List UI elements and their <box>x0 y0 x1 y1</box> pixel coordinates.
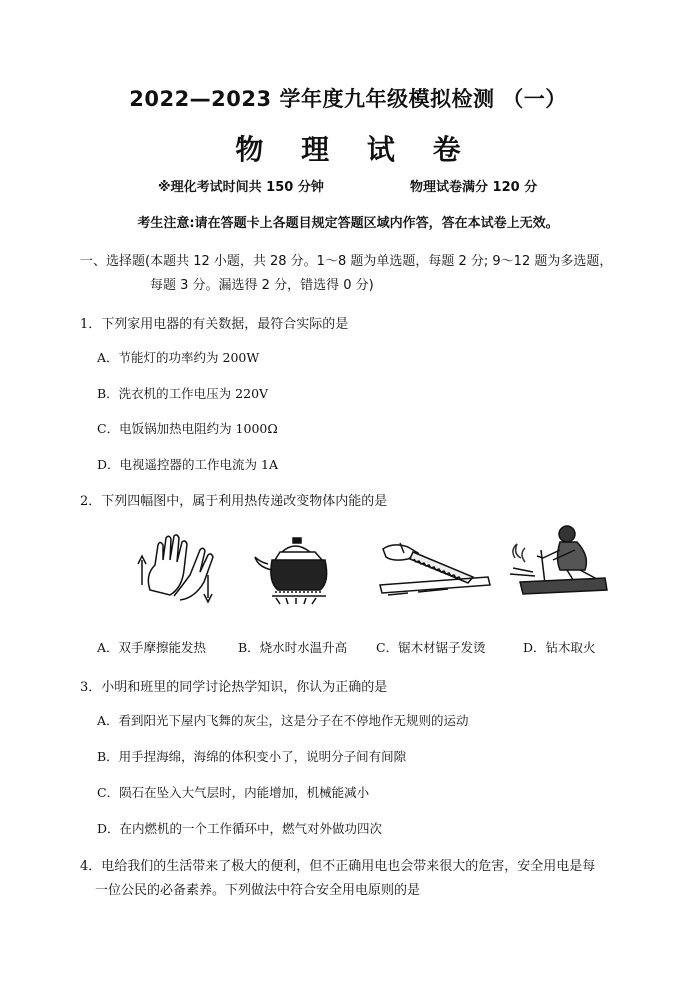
subject-title: 物 理 试 卷 <box>235 133 475 166</box>
q1-option-d: D．电视遥控器的工作电流为 1A <box>97 457 278 472</box>
figure-saw <box>378 537 493 602</box>
q3-option-c: C．陨石在坠入大气层时，内能增加，机械能减小 <box>97 785 370 800</box>
section-heading-cont: 每题 3 分。漏选得 2 分，错选得 0 分) <box>150 278 374 293</box>
full-score: 物理试卷满分 120 分 <box>410 180 538 195</box>
q3-option-d: D．在内燃机的一个工作循环中，燃气对外做功四次 <box>97 821 383 836</box>
q3-option-a: A．看到阳光下屋内飞舞的灰尘，这是分子在不停地作无规则的运动 <box>97 713 469 728</box>
question-4-stem: 4．电给我们的生活带来了极大的便利，但不正确用电也会带来很大的危害，安全用电是每 <box>80 859 596 874</box>
question-3-stem: 3．小明和班里的同学讨论热学知识，你认为正确的是 <box>80 680 388 695</box>
question-1-stem: 1．下列家用电器的有关数据，最符合实际的是 <box>80 317 349 332</box>
q3-option-b: B．用手捏海绵，海绵的体积变小了，说明分子间有间隙 <box>97 749 407 764</box>
figure-kettle <box>250 532 345 607</box>
question-4-stem-cont: 一位公民的必备素养。下列做法中符合安全用电原则的是 <box>95 883 421 898</box>
exam-time: ※理化考试时间共 150 分钟 <box>158 180 324 195</box>
q1-option-b: B．洗衣机的工作电压为 220V <box>97 386 269 401</box>
q1-option-a: A．节能灯的功率约为 200W <box>97 350 260 365</box>
question-2-stem: 2．下列四幅图中，属于利用热传递改变物体内能的是 <box>80 494 388 509</box>
q1-option-c: C．电饭锅加热电阻约为 1000Ω <box>97 421 278 436</box>
exam-title: 2022—2023 学年度九年级模拟检测 （一） <box>129 87 567 111</box>
q2-option-d: D．钻木取火 <box>523 640 596 655</box>
q2-option-a: A．双手摩擦能发热 <box>97 640 207 655</box>
figure-drill-fire <box>505 518 610 603</box>
q2-option-b: B．烧水时水温升高 <box>238 640 348 655</box>
section-heading: 一、选择题(本题共 12 小题，共 28 分。1～8 题为单选题，每题 2 分; 9～12 题为多选题， <box>80 254 613 269</box>
q2-option-c: C．锯木材锯子发烫 <box>376 640 486 655</box>
notice: 考生注意:请在答题卡上各题目规定答题区域内作答，答在本试卷上无效。 <box>137 216 559 231</box>
figure-rubbing-hands <box>130 530 220 605</box>
